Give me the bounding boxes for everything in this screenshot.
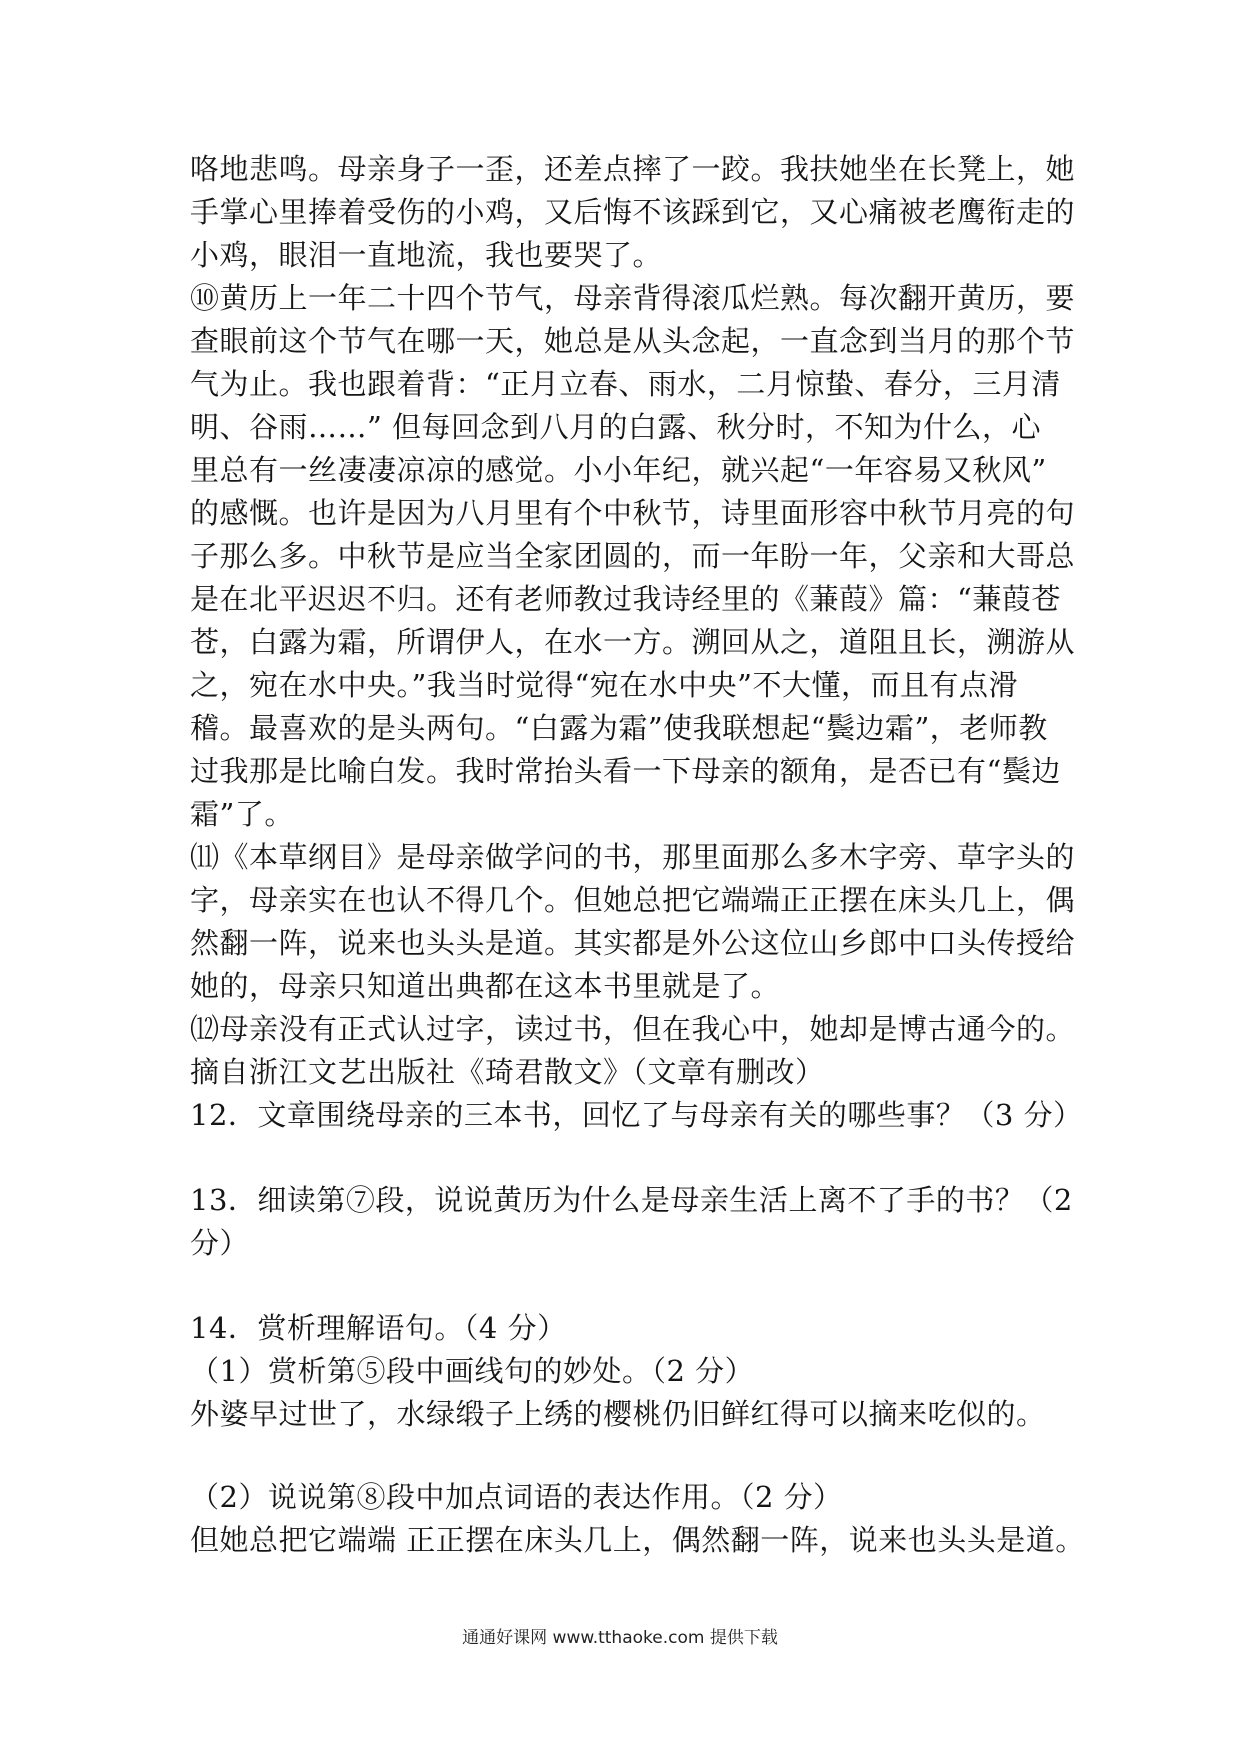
passage-line: 小鸡，眼泪一直地流，我也要哭了。	[190, 238, 663, 272]
question-13-continued: 分）	[190, 1226, 250, 1260]
page-footer: 通通好课网 www.tthaoke.com 提供下载	[462, 1628, 778, 1648]
passage-line: 过我那是比喻白发。我时常抬头看一下母亲的额角，是否已有“鬓边	[190, 754, 1061, 788]
answer-space	[190, 1436, 1070, 1476]
passage-line: 稽。最喜欢的是头两句。“白露为霜”使我联想起“鬓边霜”，老师教	[190, 711, 1048, 745]
passage-line: 霜”了。	[190, 797, 294, 831]
passage-line: 苍，白露为霜，所谓伊人，在水一方。溯回从之，道阻且长，溯游从	[190, 625, 1076, 659]
questions	[190, 1094, 1085, 1562]
passage-line: 她的，母亲只知道出典都在这本书里就是了。	[190, 969, 781, 1003]
question-13: 13．细读第⑦段，说说黄历为什么是母亲生活上离不了手的书？（2	[190, 1183, 1073, 1217]
passage-line: ⑿母亲没有正式认过字，读过书，但在我心中，她却是博古通今的。	[190, 1012, 1076, 1046]
passage-line: 子那么多。中秋节是应当全家团圆的，而一年盼一年，父亲和大哥总	[190, 539, 1076, 573]
passage-line: 明、谷雨……” 但每回念到八月的白露、秋分时，不知为什么，心	[190, 410, 1042, 444]
passage-line: 里总有一丝凄凄凉凉的感觉。小小年纪，就兴起“一年容易又秋风”	[190, 453, 1047, 487]
passage-line: 气为止。我也跟着背：“正月立春、雨水，二月惊蛰、春分，三月清	[190, 367, 1061, 401]
passage-line: 咯地悲鸣。母亲身子一歪，还差点摔了一跤。我扶她坐在长凳上，她	[190, 152, 1076, 186]
passage-line: 的感慨。也许是因为八月里有个中秋节，诗里面形容中秋节月亮的句	[190, 496, 1076, 530]
question-14-1: （1）赏析第⑤段中画线句的妙处。（2 分）	[190, 1354, 755, 1388]
passage-line: 手掌心里捧着受伤的小鸡，又后悔不该踩到它，又心痛被老鹰衔走的	[190, 195, 1076, 229]
question-14-2: （2）说说第⑧段中加点词语的表达作用。（2 分）	[190, 1480, 843, 1514]
passage-line: 然翻一阵，说来也头头是道。其实都是外公这位山乡郎中口头传授给	[190, 926, 1076, 960]
quoted-sentence: 但她总把它端端 正正摆在床头几上，偶然翻一阵，说来也头头是道。	[190, 1523, 1085, 1557]
passage-line: 查眼前这个节气在哪一天，她总是从头念起，一直念到当月的那个节	[190, 324, 1076, 358]
passage-line: 之，宛在水中央。”我当时觉得“宛在水中央”不大懂，而且有点滑	[190, 668, 1018, 702]
passage-line: ⑾《本草纲目》是母亲做学问的书，那里面那么多木字旁、草字头的	[190, 840, 1076, 874]
source-citation: 摘自浙江文艺出版社《琦君散文》（文章有删改）	[190, 1055, 825, 1089]
document-body	[190, 148, 1085, 1562]
passage-line: 是在北平迟迟不归。还有老师教过我诗经里的《蒹葭》篇：“蒹葭苍	[190, 582, 1061, 616]
passage-line: ⑩黄历上一年二十四个节气，母亲背得滚瓜烂熟。每次翻开黄历，要	[190, 281, 1076, 315]
answer-space	[190, 1265, 1070, 1307]
question-12: 12．文章围绕母亲的三本书，回忆了与母亲有关的哪些事？（3 分）	[190, 1098, 1083, 1132]
passage-line: 字，母亲实在也认不得几个。但她总把它端端正正摆在床头几上，偶	[190, 883, 1076, 917]
question-14: 14．赏析理解语句。（4 分）	[190, 1311, 567, 1345]
passage	[190, 148, 1076, 1094]
answer-space	[190, 1137, 1070, 1179]
quoted-sentence: 外婆早过世了，水绿缎子上绣的樱桃仍旧鲜红得可以摘来吃似的。	[190, 1397, 1046, 1431]
